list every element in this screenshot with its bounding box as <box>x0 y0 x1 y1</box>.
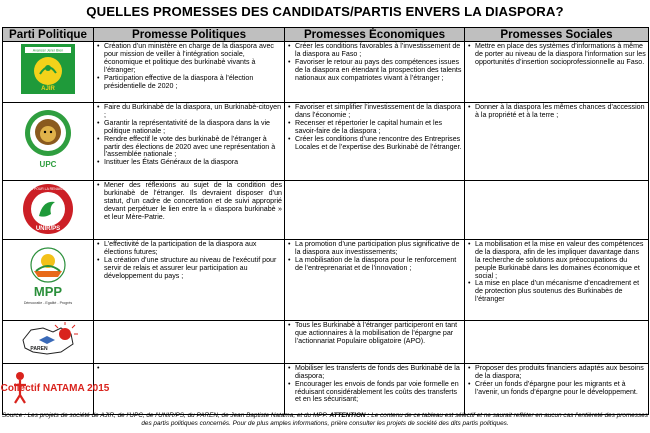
list-item: • Création d’un ministère en charge de la diaspora avec pour mission de veiller à l’intégration sociale, économique et politique des burkinabè vivants à l’étranger; <box>96 43 282 75</box>
list-item: • Donner à la diaspora les mêmes chances d’accession à la propriété et à la terre ; <box>467 104 646 120</box>
table-row <box>3 103 649 181</box>
upc-sociale-cell <box>465 103 649 181</box>
table-row <box>3 239 649 320</box>
logo-cell <box>3 103 94 181</box>
upc-logo-label: UPC <box>39 160 57 169</box>
ajir-logo-label: AJIR <box>41 86 55 92</box>
list-item: • Favoriser et simplifier l’investissement de la diaspora dans l’économie ; <box>287 104 462 120</box>
ajir-economique-list <box>287 43 462 83</box>
source-note <box>0 412 650 429</box>
natama-politique-cell <box>94 363 285 414</box>
table-row <box>3 320 649 363</box>
ajir-politique-list <box>96 43 282 90</box>
list-item: • La promotion d’une participation plus significative de la diaspora aux investissements; <box>287 241 462 257</box>
list-item: • Mettre en place des systèmes d’informations à même de porter au niveau de la diaspora l’information sur les opportunités d’insertion socioprofessionnelle au Faso. <box>467 43 646 67</box>
list-item: • L’effectivité de la participation de la diaspora aux élections futures; <box>96 241 282 257</box>
logo-cell <box>3 42 94 103</box>
natama-economique-cell <box>285 363 465 414</box>
header-economiques: Promesses Économiques <box>285 28 465 42</box>
list-item: • Faire du Burkinabè de la diaspora, un Burkinabè-citoyen ; <box>96 104 282 120</box>
list-item: • Encourager les envois de fonds par voie formelle en réduisant considérablement les coûts des transferts et en les sécurisant; <box>287 381 462 405</box>
promises-table <box>2 27 649 415</box>
list-item: • Mobiliser les transferts de fonds des Burkinabè de la diaspora; <box>287 365 462 381</box>
ajir-sociale-cell <box>465 42 649 103</box>
list-item: • Créer un fonds d’épargne pour les migrants et à l’avenir, un fonds d’épargne pour le développement. <box>467 381 646 397</box>
unir-ps-logo-label: UNIR/PS <box>35 226 61 232</box>
mpp-economique-cell <box>285 239 465 320</box>
paren-economique-list <box>287 322 462 346</box>
mpp-logo <box>12 241 84 311</box>
unir-ps-logo <box>21 182 75 236</box>
mpp-politique-list <box>96 241 282 281</box>
unir-sociale-cell <box>465 181 649 240</box>
list-item: • Créer les conditions d’une rencontre des Entreprises Locales et de l’expertise des Burkinabè de l’étranger. <box>287 136 462 152</box>
paren-politique-cell <box>94 320 285 363</box>
mpp-logo-label: MPP <box>33 283 63 299</box>
natama-logo <box>0 365 110 407</box>
upc-sociale-list <box>467 104 646 120</box>
natama-economique-list <box>287 365 462 405</box>
paren-logo <box>17 322 79 360</box>
mpp-sociale-cell <box>465 239 649 320</box>
logo-cell <box>3 239 94 320</box>
upc-economique-cell <box>285 103 465 181</box>
list-item: • La création d’une structure au niveau de l’exécutif pour servir de relais et assurer leur participation au développement du pays ; <box>96 257 282 281</box>
upc-politique-list <box>96 104 282 167</box>
ajir-sociale-list <box>467 43 646 67</box>
logo-cell <box>3 320 94 363</box>
list-item: • Favoriser le retour au pays des compétences issues de la diaspora en étendant la prospection des talents nationaux aux compatriotes vivant à l’étranger ; <box>287 59 462 83</box>
natama-sociale-cell <box>465 363 649 414</box>
list-item: • Mener des réflexions au sujet de la condition des burkinabè de l’étranger. Ils devraient disposer d’un statut, d’un cadre de concertation et de suivi approprié devant perpétuer le lien entre la « diaspora burkinabè » et leur Mère-Patrie. <box>96 182 282 222</box>
logo-cell <box>3 181 94 240</box>
paren-logo-label: PAREN <box>30 345 48 352</box>
table-row <box>3 363 649 414</box>
attention-label: ATTENTION : <box>329 412 370 419</box>
list-item: • Rendre effectif le vote des burkinabè de l’étranger à partir des élections de 2020 avec une représentation à l’assemblée nationale ; <box>96 136 282 160</box>
ajir-logo-banner: Avancer Jerer Bien <box>32 48 64 53</box>
paren-sociale-cell <box>465 320 649 363</box>
upc-economique-list <box>287 104 462 151</box>
header-parti: Parti Politique <box>3 28 94 42</box>
mpp-politique-cell <box>94 239 285 320</box>
unir-ps-logo-banner: UNION POUR LA RENAISSANCE <box>22 187 74 191</box>
unir-politique-list <box>96 182 282 222</box>
list-item: • Instituer les États Généraux de la diaspora <box>96 159 282 167</box>
list-item: • Tous les Burkinabè à l’étranger participeront en tant que actionnaires à la mobilisation de l’épargne par l’actionnariat Populaire obligatoire (APO). <box>287 322 462 346</box>
page-title: QUELLES PROMESSES DES CANDIDATS/PARTIS ENVERS LA DIASPORA? <box>86 4 564 19</box>
source-text: Source : Les projets de société de AJIR, de l’UPC, de l’UNIR/PS, du PAREN, de Jean Baptiste Natama, et du MPP. <box>2 412 330 419</box>
unir-economique-cell <box>285 181 465 240</box>
list-item: • La mobilisation et la mise en valeur des compétences de la diaspora, afin de les impliquer davantage dans la recherche de solutions aux préoccupations du peuple Burkinabè dans les domaines économique et social ; <box>467 241 646 281</box>
list-item: • La mobilisation de la diaspora pour le renforcement de l’entreprenariat et de l’innovation ; <box>287 257 462 273</box>
ajir-economique-cell <box>285 42 465 103</box>
list-item: • Proposer des produits financiers adaptés aux besoins de la diaspora; <box>467 365 646 381</box>
natama-sociale-list <box>467 365 646 397</box>
list-item: • Garantir la représentativité de la diaspora dans la vie politique nationale ; <box>96 120 282 136</box>
list-item: • Recenser et répertorier le capital humain et les savoir-faire de la diaspora ; <box>287 120 462 136</box>
logo-cell <box>0 363 110 414</box>
paren-economique-cell <box>285 320 465 363</box>
unir-politique-cell <box>94 181 285 240</box>
table-row <box>3 42 649 103</box>
attention-text: Le contenu de ce tableau est sélectif et ne saurait refléter en aucun cas l’entièreté des promesses des partis politiques concernés. Pour de plus amples informations, prière consulter les projets de société des dits partis politiques. <box>141 412 648 428</box>
list-item: • Créer les conditions favorables à l’investissement de la diaspora au Faso ; <box>287 43 462 59</box>
upc-logo <box>22 104 74 170</box>
mpp-sociale-list <box>467 241 646 304</box>
list-item: • Participation effective de la diaspora à l’élection présidentielle de 2020 ; <box>96 75 282 91</box>
mpp-economique-list <box>287 241 462 273</box>
table-header-row <box>3 28 649 42</box>
table-row <box>3 181 649 240</box>
ajir-politique-cell <box>94 42 285 103</box>
header-politiques: Promesse Politiques <box>94 28 285 42</box>
ajir-logo <box>20 43 76 95</box>
mpp-logo-banner: Démocratie - Egalité - Progrès <box>23 300 73 305</box>
header-sociales: Promesses Sociales <box>465 28 649 42</box>
natama-logo-label: Collectif NATAMA 2015 <box>0 382 110 394</box>
upc-politique-cell <box>94 103 285 181</box>
list-item: • La mise en place d’un mécanisme d’encadrement et de protection plus soutenus des Burkinabès de l’étranger <box>467 280 646 304</box>
